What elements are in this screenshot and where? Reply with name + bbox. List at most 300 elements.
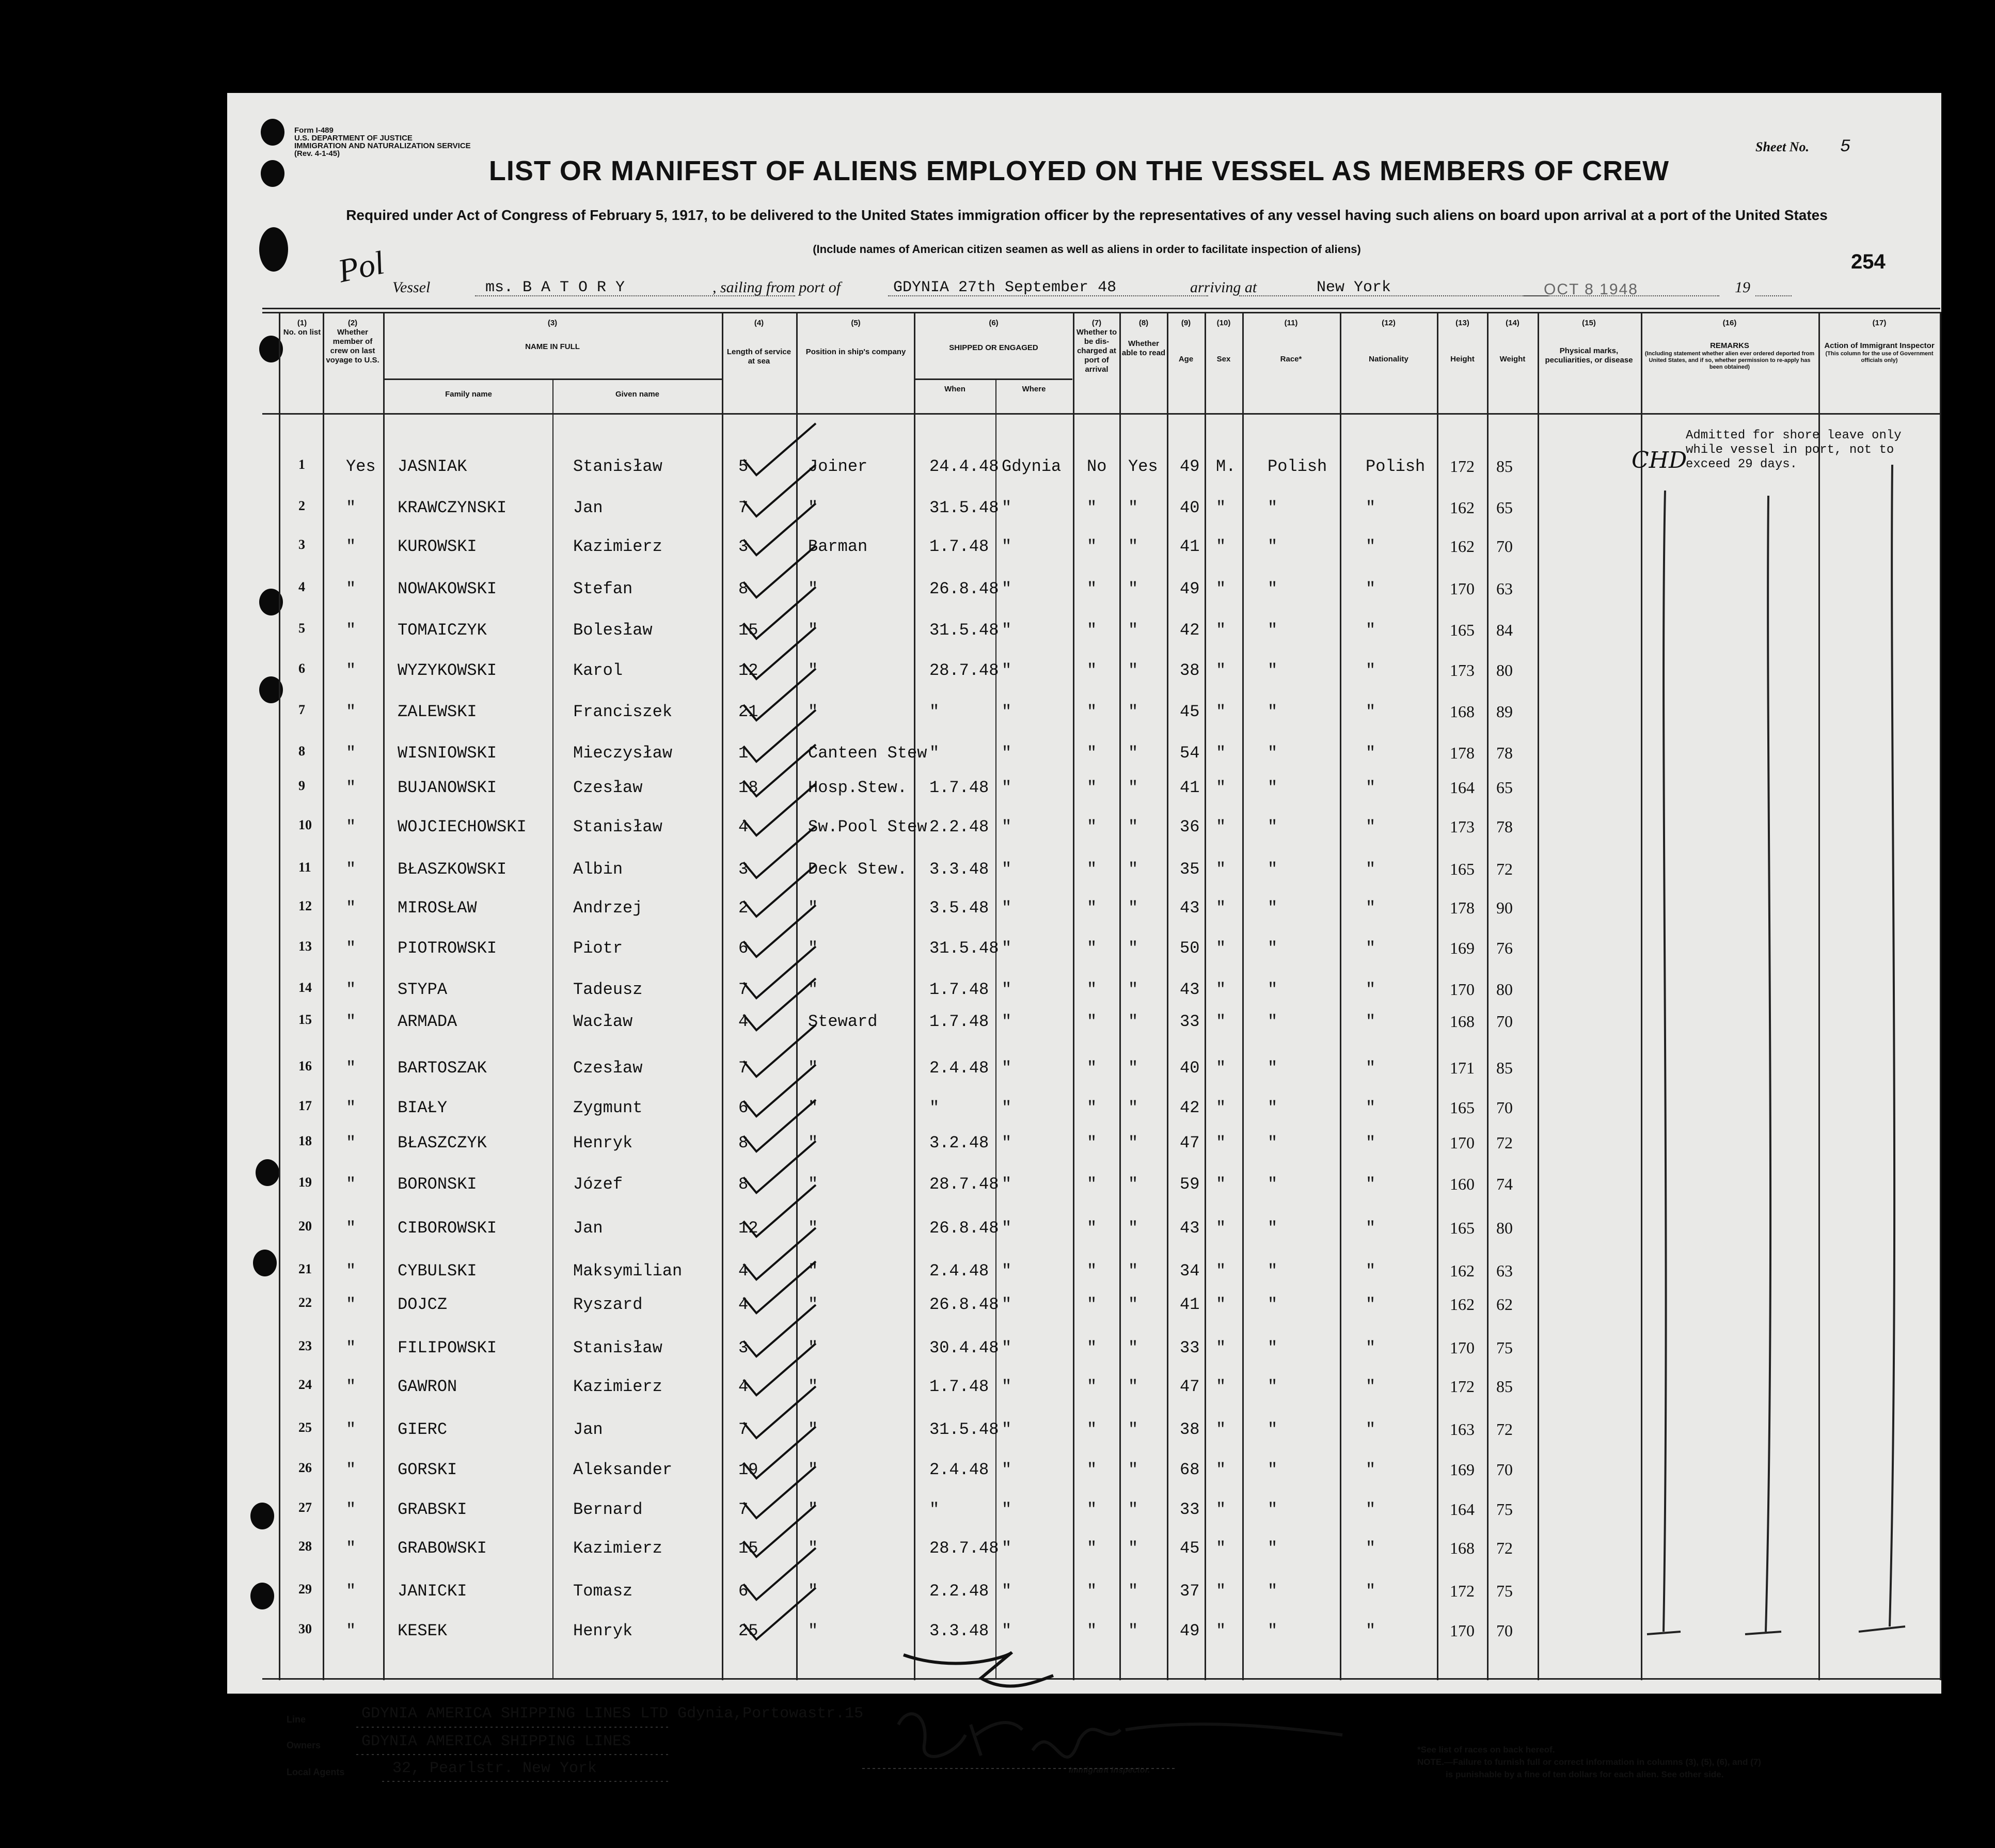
race: " bbox=[1268, 579, 1278, 598]
shipped-when: 2.4.48 bbox=[929, 1460, 989, 1479]
nationality: " bbox=[1366, 1500, 1376, 1519]
to-be-discharged: " bbox=[1087, 1460, 1097, 1479]
race: " bbox=[1268, 1219, 1278, 1238]
able-to-read: " bbox=[1128, 621, 1138, 640]
vessel-name: ms. B A T O R Y bbox=[485, 279, 625, 296]
arriving-label: arriving at bbox=[1190, 279, 1257, 296]
age: 33 bbox=[1180, 1338, 1200, 1357]
fine-note-2: is punishable by a fine of ten dollars for each alien. See other side. bbox=[1446, 1770, 1724, 1779]
height: 170 bbox=[1450, 1338, 1475, 1357]
weight: 70 bbox=[1496, 1460, 1513, 1479]
race: " bbox=[1268, 1377, 1278, 1396]
previous-voyage: " bbox=[346, 579, 356, 598]
height: 162 bbox=[1450, 537, 1475, 556]
sex: " bbox=[1216, 1098, 1226, 1117]
family-name: KESEK bbox=[398, 1621, 448, 1640]
to-be-discharged: " bbox=[1087, 1539, 1097, 1558]
length-of-service: 12 bbox=[738, 1219, 758, 1238]
given-name: Stanisław bbox=[573, 457, 662, 476]
shipped-where: " bbox=[1002, 1582, 1012, 1601]
able-to-read: " bbox=[1128, 537, 1138, 556]
family-name: GRABSKI bbox=[398, 1500, 467, 1519]
sex: " bbox=[1216, 621, 1226, 640]
shipped-where: " bbox=[1002, 1338, 1012, 1357]
col6-header: (6) SHIPPED OR ENGAGED bbox=[949, 319, 1038, 352]
shipped-when: " bbox=[929, 702, 940, 721]
position: " bbox=[808, 1420, 818, 1439]
row-number: 25 bbox=[298, 1420, 312, 1435]
length-of-service: 21 bbox=[738, 702, 758, 721]
shipped-when: 24.4.48 bbox=[929, 457, 999, 476]
nationality: " bbox=[1366, 621, 1376, 640]
row-number: 4 bbox=[298, 579, 305, 594]
shipped-where: " bbox=[1002, 980, 1012, 999]
race: " bbox=[1268, 1261, 1278, 1281]
department: U.S. DEPARTMENT OF JUSTICE bbox=[294, 134, 413, 143]
col17-header: (17) Action of Immigrant Inspector (This column for the use of Government officials only) bbox=[1824, 319, 1935, 364]
position: " bbox=[808, 1175, 818, 1194]
shipped-when: 1.7.48 bbox=[929, 537, 989, 556]
nationality: " bbox=[1366, 1098, 1376, 1117]
fine-note: NOTE.—Failure to furnish full or correct information in columns (3), (5), (6), and (7) bbox=[1417, 1757, 1761, 1767]
row-number: 23 bbox=[298, 1338, 312, 1353]
age: 41 bbox=[1180, 1295, 1200, 1314]
weight: 63 bbox=[1496, 1261, 1513, 1280]
weight: 80 bbox=[1496, 980, 1513, 999]
to-be-discharged: No bbox=[1087, 457, 1107, 476]
previous-voyage: " bbox=[346, 1460, 356, 1479]
length-of-service: 19 bbox=[738, 1460, 758, 1479]
position: Deck Stew. bbox=[808, 860, 908, 879]
previous-voyage: " bbox=[346, 621, 356, 640]
nationality: " bbox=[1366, 1377, 1376, 1396]
weight: 70 bbox=[1496, 1012, 1513, 1031]
check-mark bbox=[743, 1466, 816, 1518]
position: " bbox=[808, 621, 818, 640]
position: " bbox=[808, 1460, 818, 1479]
sex: " bbox=[1216, 1377, 1226, 1396]
shipped-where: " bbox=[1002, 778, 1012, 797]
length-of-service: 4 bbox=[738, 1377, 749, 1396]
age: 49 bbox=[1180, 579, 1200, 598]
sheet-label: Sheet No. bbox=[1755, 139, 1809, 154]
row-number: 14 bbox=[298, 980, 312, 995]
owners-value: GDYNIA AMERICA SHIPPING LINES bbox=[361, 1733, 631, 1750]
row-number: 10 bbox=[298, 817, 312, 832]
to-be-discharged: " bbox=[1087, 939, 1097, 958]
sex: " bbox=[1216, 1582, 1226, 1601]
age: 59 bbox=[1180, 1175, 1200, 1194]
weight: 62 bbox=[1496, 1295, 1513, 1314]
shipped-when: 26.8.48 bbox=[929, 1295, 999, 1314]
to-be-discharged: " bbox=[1087, 1582, 1097, 1601]
family-name: STYPA bbox=[398, 980, 448, 999]
weight: 70 bbox=[1496, 1621, 1513, 1640]
age: 36 bbox=[1180, 817, 1200, 836]
to-be-discharged: " bbox=[1087, 1295, 1097, 1314]
arrival-date-stamp: OCT 8 1948 bbox=[1544, 281, 1638, 298]
shipped-where: Gdynia bbox=[1002, 457, 1062, 476]
to-be-discharged: " bbox=[1087, 778, 1097, 797]
given-name: Kazimierz bbox=[573, 1377, 662, 1396]
weight: 78 bbox=[1496, 817, 1513, 836]
to-be-discharged: " bbox=[1087, 1420, 1097, 1439]
col3-header: (3) NAME IN FULL bbox=[525, 319, 580, 351]
height: 165 bbox=[1450, 1098, 1475, 1117]
position: " bbox=[808, 1377, 818, 1396]
given-name: Mieczysław bbox=[573, 744, 673, 763]
previous-voyage: " bbox=[346, 537, 356, 556]
length-of-service: 4 bbox=[738, 817, 749, 836]
weight: 70 bbox=[1496, 1098, 1513, 1117]
race: " bbox=[1268, 980, 1278, 999]
to-be-discharged: " bbox=[1087, 1621, 1097, 1640]
to-be-discharged: " bbox=[1087, 661, 1097, 680]
height: 173 bbox=[1450, 661, 1475, 680]
check-mark bbox=[743, 1588, 816, 1639]
nationality: " bbox=[1366, 980, 1376, 999]
shipped-when: 3.3.48 bbox=[929, 1621, 989, 1640]
row-number: 17 bbox=[298, 1098, 312, 1113]
able-to-read: " bbox=[1128, 1012, 1138, 1031]
weight: 85 bbox=[1496, 457, 1513, 476]
height: 173 bbox=[1450, 817, 1475, 836]
to-be-discharged: " bbox=[1087, 817, 1097, 836]
age: 38 bbox=[1180, 661, 1200, 680]
position: " bbox=[808, 1098, 818, 1117]
nationality: " bbox=[1366, 1621, 1376, 1640]
height: 160 bbox=[1450, 1175, 1475, 1193]
shipped-when: 1.7.48 bbox=[929, 980, 989, 999]
row-number: 9 bbox=[298, 778, 305, 793]
able-to-read: " bbox=[1128, 1377, 1138, 1396]
to-be-discharged: " bbox=[1087, 860, 1097, 879]
previous-voyage: " bbox=[346, 1059, 356, 1078]
age: 43 bbox=[1180, 898, 1200, 918]
signature bbox=[898, 1652, 1342, 1757]
given-name: Zygmunt bbox=[573, 1098, 643, 1117]
weight: 76 bbox=[1496, 939, 1513, 957]
sex: " bbox=[1216, 1621, 1226, 1640]
height: 164 bbox=[1450, 778, 1475, 797]
height: 168 bbox=[1450, 702, 1475, 721]
arrival-port: New York bbox=[1317, 279, 1391, 296]
family-name: DOJCZ bbox=[398, 1295, 448, 1314]
to-be-discharged: " bbox=[1087, 1098, 1097, 1117]
previous-voyage: " bbox=[346, 661, 356, 680]
col11-header: (11) Race* bbox=[1280, 319, 1302, 364]
race: " bbox=[1268, 1338, 1278, 1357]
able-to-read: " bbox=[1128, 1420, 1138, 1439]
previous-voyage: " bbox=[346, 1539, 356, 1558]
weight: 89 bbox=[1496, 702, 1513, 721]
race: " bbox=[1268, 1500, 1278, 1519]
check-mark bbox=[743, 423, 816, 475]
family-name: TOMAICZYK bbox=[398, 621, 487, 640]
height: 165 bbox=[1450, 860, 1475, 878]
given-name: Franciszek bbox=[573, 702, 673, 721]
given-name: Czesław bbox=[573, 778, 643, 797]
shipped-when: 26.8.48 bbox=[929, 579, 999, 598]
remarks-typed: Admitted for shore leave only while vessel in port, not to exceed 29 days. bbox=[1686, 429, 1902, 471]
age: 68 bbox=[1180, 1460, 1200, 1479]
height: 165 bbox=[1450, 1219, 1475, 1237]
family-name: JASNIAK bbox=[398, 457, 467, 476]
given-name: Wacław bbox=[573, 1012, 633, 1031]
height: 172 bbox=[1450, 1377, 1475, 1396]
length-of-service: 3 bbox=[738, 537, 749, 556]
able-to-read: " bbox=[1128, 1059, 1138, 1078]
weight: 84 bbox=[1496, 621, 1513, 639]
length-of-service: 4 bbox=[738, 1012, 749, 1031]
race: " bbox=[1268, 817, 1278, 836]
shipped-when: 28.7.48 bbox=[929, 661, 999, 680]
line-value: GDYNIA AMERICA SHIPPING LINES LTD Gdynia,Portowastr.15 bbox=[361, 1705, 864, 1723]
weight: 90 bbox=[1496, 898, 1513, 917]
height: 172 bbox=[1450, 1582, 1475, 1600]
race: " bbox=[1268, 1420, 1278, 1439]
to-be-discharged: " bbox=[1087, 1059, 1097, 1078]
sex: " bbox=[1216, 1420, 1226, 1439]
row-number: 29 bbox=[298, 1582, 312, 1597]
row-number: 27 bbox=[298, 1500, 312, 1515]
shipped-where: " bbox=[1002, 1377, 1012, 1396]
nationality: " bbox=[1366, 1059, 1376, 1078]
sex: " bbox=[1216, 498, 1226, 517]
shipped-when: 30.4.48 bbox=[929, 1338, 999, 1357]
to-be-discharged: " bbox=[1087, 898, 1097, 918]
previous-voyage: " bbox=[346, 1500, 356, 1519]
check-mark bbox=[743, 1344, 816, 1395]
previous-voyage: " bbox=[346, 939, 356, 958]
weight: 72 bbox=[1496, 860, 1513, 878]
check-mark bbox=[743, 1261, 816, 1313]
given-name-header: Given name bbox=[615, 390, 660, 399]
row-number: 28 bbox=[298, 1539, 312, 1554]
family-name: JANICKI bbox=[398, 1582, 467, 1601]
family-name: BIAŁY bbox=[398, 1098, 448, 1117]
position: " bbox=[808, 702, 818, 721]
weight: 75 bbox=[1496, 1582, 1513, 1600]
age: 33 bbox=[1180, 1012, 1200, 1031]
race: " bbox=[1268, 537, 1278, 556]
owners-label: Owners bbox=[287, 1740, 321, 1750]
nationality: " bbox=[1366, 1338, 1376, 1357]
position: " bbox=[808, 898, 818, 918]
age: 41 bbox=[1180, 537, 1200, 556]
position: Barman bbox=[808, 537, 868, 556]
shipped-when: 26.8.48 bbox=[929, 1219, 999, 1238]
sex: " bbox=[1216, 1059, 1226, 1078]
able-to-read: " bbox=[1128, 661, 1138, 680]
inspector-label: Immigrant Inspector. bbox=[1069, 1766, 1150, 1775]
given-name: Aleksander bbox=[573, 1460, 673, 1479]
given-name: Bernard bbox=[573, 1500, 643, 1519]
age: 38 bbox=[1180, 1420, 1200, 1439]
given-name: Ryszard bbox=[573, 1295, 643, 1314]
shipped-when: 2.2.48 bbox=[929, 1582, 989, 1601]
height: 163 bbox=[1450, 1420, 1475, 1439]
row-number: 8 bbox=[298, 744, 305, 759]
check-mark bbox=[743, 865, 816, 917]
races-note: *See list of races on back hereof. bbox=[1417, 1745, 1555, 1755]
agents-value: 32, Pearlstr. New York bbox=[392, 1760, 597, 1777]
shipped-where: " bbox=[1002, 702, 1012, 721]
to-be-discharged: " bbox=[1087, 579, 1097, 598]
race: " bbox=[1268, 744, 1278, 763]
col10-header: (10) Sex bbox=[1216, 319, 1231, 364]
length-of-service: 25 bbox=[738, 1621, 758, 1640]
height: 162 bbox=[1450, 498, 1475, 517]
race: " bbox=[1268, 661, 1278, 680]
given-name: Józef bbox=[573, 1175, 623, 1194]
able-to-read: " bbox=[1128, 860, 1138, 879]
given-name: Tadeusz bbox=[573, 980, 643, 999]
length-of-service: 7 bbox=[738, 1420, 749, 1439]
row-number: 12 bbox=[298, 898, 312, 913]
age: 49 bbox=[1180, 457, 1200, 476]
check-mark bbox=[743, 978, 816, 1030]
age: 37 bbox=[1180, 1582, 1200, 1601]
height: 169 bbox=[1450, 939, 1475, 957]
subtitle-note: (Include names of American citizen seamen as well as aliens in order to facilitate inspection of aliens) bbox=[813, 243, 1361, 256]
sex: " bbox=[1216, 898, 1226, 918]
height: 169 bbox=[1450, 1460, 1475, 1479]
height: 168 bbox=[1450, 1539, 1475, 1557]
check-mark bbox=[743, 1305, 816, 1356]
able-to-read: " bbox=[1128, 817, 1138, 836]
family-name: BARTOSZAK bbox=[398, 1059, 487, 1078]
length-of-service: 12 bbox=[738, 661, 758, 680]
length-of-service: 7 bbox=[738, 1500, 749, 1519]
length-of-service: 7 bbox=[738, 980, 749, 999]
given-name: Henryk bbox=[573, 1133, 633, 1152]
to-be-discharged: " bbox=[1087, 1500, 1097, 1519]
to-be-discharged: " bbox=[1087, 702, 1097, 721]
age: 40 bbox=[1180, 1059, 1200, 1078]
nationality: " bbox=[1366, 1012, 1376, 1031]
sex: " bbox=[1216, 661, 1226, 680]
sex: " bbox=[1216, 817, 1226, 836]
col8-header: (8) Whether able to read bbox=[1121, 319, 1166, 357]
position: " bbox=[808, 1059, 818, 1078]
previous-voyage: " bbox=[346, 1420, 356, 1439]
position: " bbox=[808, 980, 818, 999]
when-header: When bbox=[944, 385, 965, 393]
to-be-discharged: " bbox=[1087, 621, 1097, 640]
to-be-discharged: " bbox=[1087, 744, 1097, 763]
age: 49 bbox=[1180, 1621, 1200, 1640]
able-to-read: " bbox=[1128, 1500, 1138, 1519]
to-be-discharged: " bbox=[1087, 1338, 1097, 1357]
length-of-service: 6 bbox=[738, 1098, 749, 1117]
sailing-label: , sailing from port of bbox=[712, 279, 841, 296]
position: " bbox=[808, 1539, 818, 1558]
able-to-read: " bbox=[1128, 498, 1138, 517]
nationality: " bbox=[1366, 898, 1376, 918]
race: " bbox=[1268, 1012, 1278, 1031]
position: Joiner bbox=[808, 457, 868, 476]
shipped-where: " bbox=[1002, 1133, 1012, 1152]
shipped-when: " bbox=[929, 1500, 940, 1519]
sailing-port: GDYNIA 27th September 48 bbox=[893, 279, 1117, 296]
to-be-discharged: " bbox=[1087, 1219, 1097, 1238]
length-of-service: 15 bbox=[738, 621, 758, 640]
position: Sw.Pool Stew bbox=[808, 817, 927, 836]
to-be-discharged: " bbox=[1087, 1133, 1097, 1152]
able-to-read: " bbox=[1128, 1460, 1138, 1479]
sex: " bbox=[1216, 1500, 1226, 1519]
age: 42 bbox=[1180, 1098, 1200, 1117]
shipped-where: " bbox=[1002, 1059, 1012, 1078]
sex: " bbox=[1216, 980, 1226, 999]
shipped-when: 31.5.48 bbox=[929, 621, 999, 640]
previous-voyage: " bbox=[346, 1133, 356, 1152]
family-name: FILIPOWSKI bbox=[398, 1338, 497, 1357]
position: " bbox=[808, 1338, 818, 1357]
height: 162 bbox=[1450, 1261, 1475, 1280]
position: " bbox=[808, 1219, 818, 1238]
col15-header: (15) Physical marks, peculiarities, or disease bbox=[1545, 319, 1633, 365]
shipped-when: 31.5.48 bbox=[929, 1420, 999, 1439]
sex: " bbox=[1216, 744, 1226, 763]
family-name: ZALEWSKI bbox=[398, 702, 477, 721]
previous-voyage: " bbox=[346, 1582, 356, 1601]
row-number: 7 bbox=[298, 702, 305, 717]
given-name: Kazimierz bbox=[573, 537, 662, 556]
given-name: Bolesław bbox=[573, 621, 653, 640]
able-to-read: " bbox=[1128, 1261, 1138, 1281]
able-to-read: " bbox=[1128, 744, 1138, 763]
previous-voyage: " bbox=[346, 1295, 356, 1314]
given-name: Kazimierz bbox=[573, 1539, 662, 1558]
position: Canteen Stew bbox=[808, 744, 927, 763]
row-number: 1 bbox=[298, 457, 305, 472]
weight: 72 bbox=[1496, 1539, 1513, 1557]
shipped-where: " bbox=[1002, 1295, 1012, 1314]
family-name: GAWRON bbox=[398, 1377, 457, 1396]
length-of-service: 6 bbox=[738, 1582, 749, 1601]
service: IMMIGRATION AND NATURALIZATION SERVICE bbox=[294, 141, 471, 150]
sheet-value: 5 bbox=[1840, 137, 1851, 157]
row-number: 30 bbox=[298, 1621, 312, 1636]
shipped-where: " bbox=[1002, 1098, 1012, 1117]
race: " bbox=[1268, 939, 1278, 958]
service-check-marks bbox=[743, 423, 816, 1639]
nationality: " bbox=[1366, 579, 1376, 598]
age: 35 bbox=[1180, 860, 1200, 879]
shipped-where: " bbox=[1002, 1500, 1012, 1519]
length-of-service: 8 bbox=[738, 1133, 749, 1152]
previous-voyage: " bbox=[346, 744, 356, 763]
check-mark bbox=[743, 745, 816, 796]
height: 178 bbox=[1450, 744, 1475, 762]
able-to-read: " bbox=[1128, 702, 1138, 721]
race: " bbox=[1268, 621, 1278, 640]
col12-header: (12) Nationality bbox=[1369, 319, 1408, 364]
row-number: 13 bbox=[298, 939, 312, 954]
row-number: 18 bbox=[298, 1133, 312, 1148]
able-to-read: " bbox=[1128, 1338, 1138, 1357]
position: " bbox=[808, 579, 818, 598]
family-name: NOWAKOWSKI bbox=[398, 579, 497, 598]
vessel-label: Vessel bbox=[392, 279, 431, 296]
sex: " bbox=[1216, 1539, 1226, 1558]
height: 164 bbox=[1450, 1500, 1475, 1519]
weight: 70 bbox=[1496, 537, 1513, 556]
weight: 72 bbox=[1496, 1133, 1513, 1152]
shipped-where: " bbox=[1002, 1460, 1012, 1479]
